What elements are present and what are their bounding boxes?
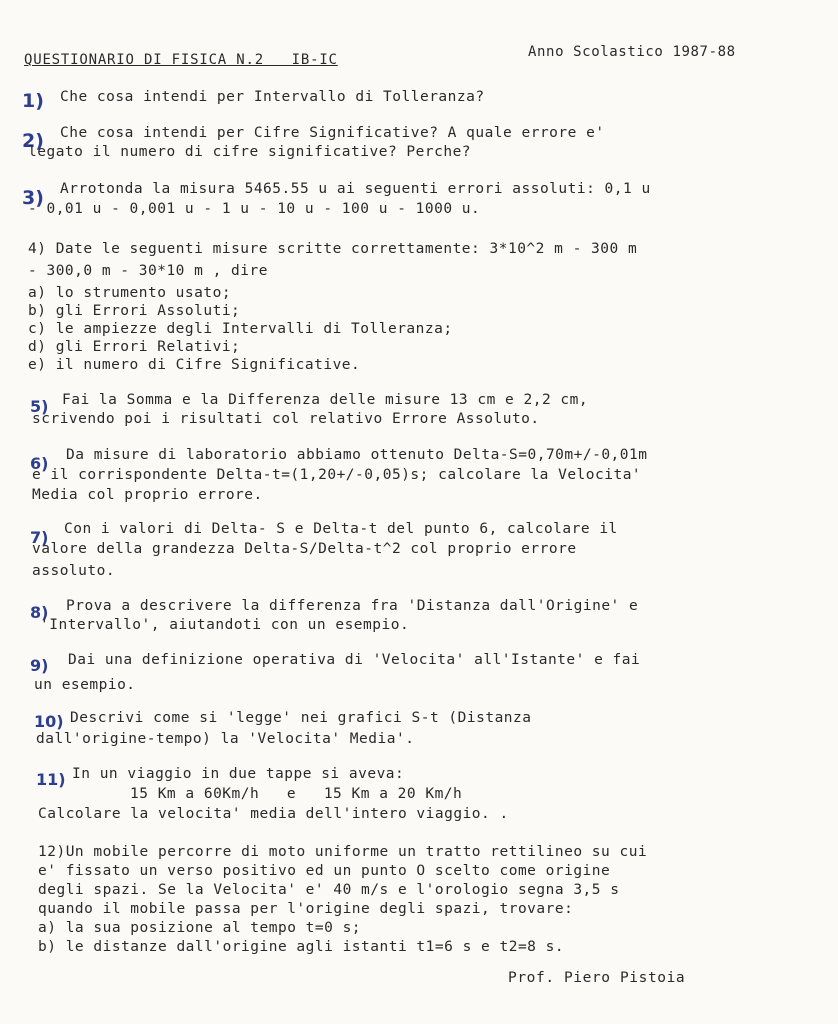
question-line: e il corrispondente Delta-t=(1,20+/-0,05)s; calcolare la Velocita' [32, 467, 642, 483]
question-line: Che cosa intendi per Cifre Significative? A quale errore e' [60, 125, 605, 141]
question-option: e) il numero di Cifre Significative. [28, 357, 361, 373]
question-line: degli spazi. Se la Velocita' e' 40 m/s e l'orologio segna 3,5 s [38, 882, 620, 898]
question-line: valore della grandezza Delta-S/Delta-t^2 col proprio errore [32, 541, 577, 557]
question-number: 3) [22, 187, 44, 209]
question-line: In un viaggio in due tappe si aveva: [72, 766, 405, 782]
question-option: b) gli Errori Assoluti; [28, 303, 241, 319]
question-line: quando il mobile passa per l'origine degli spazi, trovare: [38, 901, 574, 917]
question-line: Descrivi come si 'legge' nei grafici S-t (Distanza [70, 710, 532, 726]
question-line: Che cosa intendi per Intervallo di Tolleranza? [60, 89, 485, 105]
question-option: d) gli Errori Relativi; [28, 339, 241, 355]
question-line: Fai la Somma e la Differenza delle misure 13 cm e 2,2 cm, [62, 392, 589, 408]
question-line: 'Intervallo', aiutandoti con un esempio. [40, 617, 410, 633]
question-line: Con i valori di Delta- S e Delta-t del punto 6, calcolare il [64, 521, 618, 537]
question-line: Date le seguenti misure scritte correttamente: 3*10^2 m - 300 m [55, 241, 638, 257]
question-line: - 0,01 u - 0,001 u - 1 u - 10 u - 100 u - 1000 u. [28, 201, 481, 217]
question-line: Un mobile percorre di moto uniforme un tratto rettilineo su cui [65, 844, 648, 860]
question-number: 6) [30, 454, 49, 473]
question-number: 9) [30, 656, 49, 675]
question-number: 11) [36, 770, 66, 789]
question-number: 2) [22, 130, 44, 152]
question-number: 10) [34, 712, 64, 731]
question-number: 5) [30, 397, 49, 416]
school-year: Anno Scolastico 1987-88 [528, 44, 736, 60]
question-line: assoluto. [32, 563, 116, 579]
question-number: 4) Date le seguenti misure scritte correttamente: 3*10^2 m - 300 m [28, 241, 638, 257]
question-line: 15 Km a 60Km/h e 15 Km a 20 Km/h [130, 786, 463, 802]
question-number: 1) [22, 90, 44, 112]
question-line: dall'origine-tempo) la 'Velocita' Media'. [36, 731, 415, 747]
question-line: Prova a descrivere la differenza fra 'Distanza dall'Origine' e [66, 598, 639, 614]
question-line: legato il numero di cifre significative? Perche? [28, 144, 472, 160]
question-line: Da misure di laboratorio abbiamo ottenuto Delta-S=0,70m+/-0,01m [66, 447, 648, 463]
question-option: b) le distanze dall'origine agli istanti t1=6 s e t2=8 s. [38, 939, 565, 955]
question-line: Media col proprio errore. [32, 487, 263, 503]
question-line: Arrotonda la misura 5465.55 u ai seguenti errori assoluti: 0,1 u [60, 181, 651, 197]
question-option: c) le ampiezze degli Intervalli di Tolleranza; [28, 321, 453, 337]
question-number: 12)Un mobile percorre di moto uniforme un tratto rettilineo su cui [38, 844, 648, 860]
document-title: QUESTIONARIO DI FISICA N.2 IB-IC [24, 52, 338, 68]
question-line: scrivendo poi i risultati col relativo Errore Assoluto. [32, 411, 540, 427]
question-line: Calcolare la velocita' media dell'intero viaggio. . [38, 806, 509, 822]
question-option: a) la sua posizione al tempo t=0 s; [38, 920, 362, 936]
question-line: - 300,0 m - 30*10 m , dire [28, 263, 268, 279]
question-line: un esempio. [34, 677, 136, 693]
question-line: Dai una definizione operativa di 'Velocita' all'Istante' e fai [68, 652, 641, 668]
question-number: 8) [30, 603, 49, 622]
signature: Prof. Piero Pistoia [508, 970, 686, 986]
question-number: 7) [30, 528, 49, 547]
question-option: a) lo strumento usato; [28, 285, 232, 301]
question-line: e' fissato un verso positivo ed un punto O scelto come origine [38, 863, 611, 879]
